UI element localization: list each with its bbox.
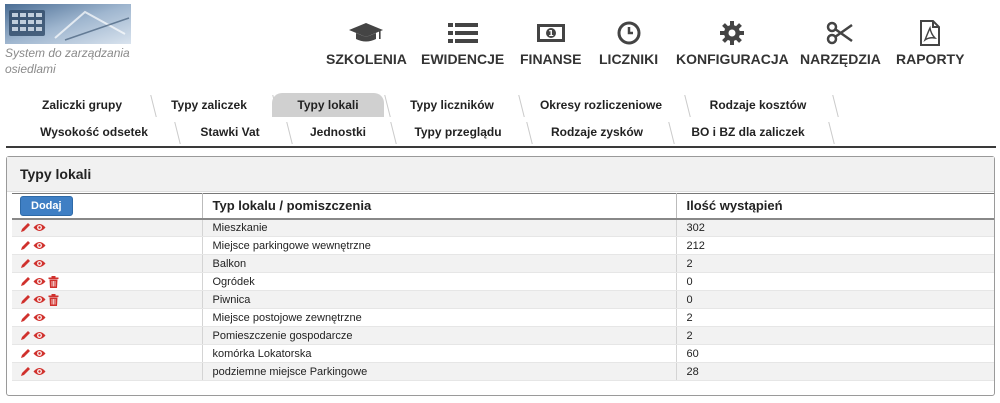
row-actions	[12, 345, 202, 363]
edit-icon[interactable]	[20, 222, 31, 233]
tab-bo-bz-zaliczek[interactable]	[668, 120, 828, 144]
tab-bar	[0, 92, 1000, 148]
tab-bar-divider	[6, 146, 996, 148]
delete-icon[interactable]	[48, 276, 59, 288]
cell-count: 2	[676, 327, 994, 345]
edit-icon[interactable]	[20, 294, 31, 305]
nav-label: SZKOLENIA	[326, 51, 407, 67]
tab-label: Typy zaliczek	[171, 98, 247, 112]
add-button[interactable]: Dodaj	[20, 196, 73, 216]
table-row	[12, 237, 994, 255]
gear-icon	[719, 20, 745, 46]
table-row	[12, 273, 994, 291]
row-actions	[12, 273, 202, 291]
cell-count: 60	[676, 345, 994, 363]
nav-label: EWIDENCJE	[421, 51, 505, 67]
tab-typy-przegladu[interactable]	[390, 120, 526, 144]
table-row	[12, 219, 994, 237]
table-row	[12, 291, 994, 309]
graduation-cap-icon	[348, 20, 384, 46]
view-icon[interactable]	[33, 330, 46, 341]
cell-type: podziemne miejsce Parkingowe	[202, 363, 676, 381]
tab-jednostki[interactable]	[286, 120, 390, 144]
cell-count: 0	[676, 273, 994, 291]
svg-text:1: 1	[547, 29, 554, 38]
view-icon[interactable]	[33, 222, 46, 233]
cell-count: 0	[676, 291, 994, 309]
nav-raporty[interactable]	[896, 20, 964, 70]
row-actions	[12, 291, 202, 309]
tab-label: BO i BZ dla zaliczek	[691, 125, 805, 139]
panel-title: Typy lokali	[7, 157, 994, 192]
column-header-type[interactable]: Typ lokalu / pomiszczenia	[202, 194, 676, 219]
logo[interactable]	[5, 4, 131, 44]
tab-label: Zaliczki grupy	[41, 98, 123, 112]
view-icon[interactable]	[33, 276, 46, 287]
nav-label: FINANSE	[520, 51, 582, 67]
table-row	[12, 363, 994, 381]
view-icon[interactable]	[33, 348, 46, 359]
header	[0, 0, 1000, 82]
delete-icon[interactable]	[48, 294, 59, 306]
tab-label: Stawki Vat	[200, 125, 260, 139]
tab-rodzaje-kosztow[interactable]	[684, 93, 832, 117]
row-actions	[12, 219, 202, 237]
tab-rodzaje-zyskow[interactable]	[526, 120, 668, 144]
edit-icon[interactable]	[20, 348, 31, 359]
nav-finanse[interactable]	[520, 20, 581, 70]
view-icon[interactable]	[33, 240, 46, 251]
banknote-icon	[536, 20, 566, 46]
tab-label: Typy liczników	[410, 98, 494, 112]
tab-okresy-rozliczeniowe[interactable]	[518, 93, 684, 117]
table-header-row	[12, 194, 994, 219]
view-icon[interactable]	[33, 258, 46, 269]
cell-type: Piwnica	[202, 291, 676, 309]
cell-type: Ogródek	[202, 273, 676, 291]
tab-typy-zaliczek[interactable]	[146, 93, 272, 117]
tab-label: Typy przeglądu	[414, 125, 502, 139]
nav-ewidencje[interactable]	[421, 20, 504, 70]
scissors-icon	[826, 20, 854, 46]
tab-label: Jednostki	[309, 125, 366, 139]
cell-count: 302	[676, 219, 994, 237]
table-row	[12, 255, 994, 273]
clock-icon	[617, 20, 641, 46]
view-icon[interactable]	[33, 312, 46, 323]
view-icon[interactable]	[33, 366, 46, 377]
view-icon[interactable]	[33, 294, 46, 305]
logo-image	[5, 4, 131, 44]
tab-zaliczki-grupy[interactable]	[14, 93, 150, 117]
nav-liczniki[interactable]	[599, 20, 658, 70]
row-actions	[12, 309, 202, 327]
cell-type: Mieszkanie	[202, 219, 676, 237]
cell-count: 212	[676, 237, 994, 255]
typy-lokali-panel	[6, 156, 995, 396]
row-actions	[12, 327, 202, 345]
tab-label: Typy lokali	[297, 98, 359, 112]
tab-label: Okresy rozliczeniowe	[539, 98, 663, 112]
tab-label: Rodzaje kosztów	[709, 98, 807, 112]
cell-count: 2	[676, 309, 994, 327]
edit-icon[interactable]	[20, 366, 31, 377]
table-row	[12, 309, 994, 327]
nav-label: RAPORTY	[896, 51, 965, 67]
edit-icon[interactable]	[20, 330, 31, 341]
cell-count: 2	[676, 255, 994, 273]
edit-icon[interactable]	[20, 240, 31, 251]
tab-wysokosc-odsetek[interactable]	[14, 120, 174, 144]
cell-type: Balkon	[202, 255, 676, 273]
column-header-count[interactable]: Ilość wystąpień	[676, 194, 994, 219]
table-row	[12, 345, 994, 363]
tab-typy-licznikow[interactable]	[386, 93, 518, 117]
list-icon	[448, 20, 478, 46]
tab-label: Wysokość odsetek	[40, 125, 148, 139]
nav-szkolenia[interactable]	[326, 20, 407, 70]
nav-konfiguracja[interactable]	[676, 20, 789, 70]
nav-label: KONFIGURACJA	[676, 51, 789, 67]
edit-icon[interactable]	[20, 312, 31, 323]
app-tagline: System do zarządzania osiedlami	[5, 46, 130, 76]
nav-label: NARZĘDZIA	[800, 51, 881, 67]
cell-type: Miejsce parkingowe wewnętrzne	[202, 237, 676, 255]
cell-type: komórka Lokatorska	[202, 345, 676, 363]
typy-lokali-table	[12, 193, 994, 381]
cell-count: 28	[676, 363, 994, 381]
cell-type: Pomieszczenie gospodarcze	[202, 327, 676, 345]
tab-stawki-vat[interactable]	[174, 120, 286, 144]
pdf-file-icon	[919, 20, 941, 46]
row-actions	[12, 255, 202, 273]
actions-header	[12, 194, 202, 219]
tab-typy-lokali[interactable]	[272, 93, 384, 117]
nav-label: LICZNIKI	[599, 51, 659, 67]
tab-label: Rodzaje zysków	[550, 125, 644, 139]
table-row	[12, 327, 994, 345]
edit-icon[interactable]	[20, 276, 31, 287]
row-actions	[12, 237, 202, 255]
nav-narzedzia[interactable]	[800, 20, 881, 70]
cell-type: Miejsce postojowe zewnętrzne	[202, 309, 676, 327]
edit-icon[interactable]	[20, 258, 31, 269]
row-actions	[12, 363, 202, 381]
